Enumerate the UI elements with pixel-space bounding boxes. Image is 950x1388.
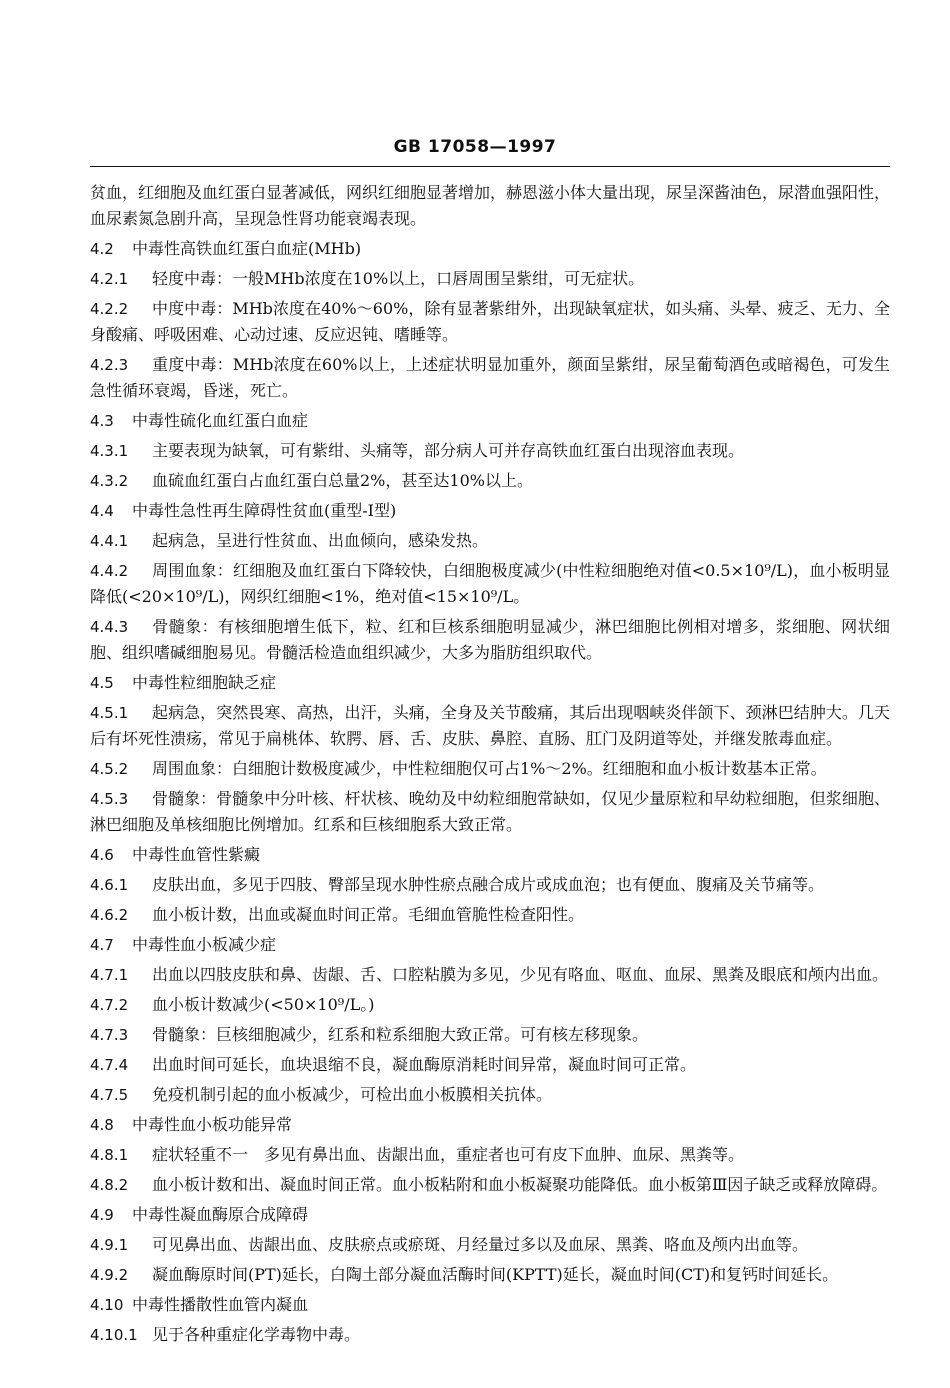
clause-text: 中毒性血管性紫癜 [132,845,261,864]
clause-paragraph [90,296,890,348]
clause-text: 中毒性血小板功能异常 [132,1115,293,1134]
clause-number: 4.9 [90,1206,114,1224]
clause-number: 4.7.2 [90,996,129,1014]
clause-number: 4.8.1 [90,1146,129,1164]
clause-number: 4.4.2 [90,562,129,580]
clause-text: 中毒性硫化血红蛋白血症 [132,411,309,430]
clause-text: 中毒性粒细胞缺乏症 [132,673,277,692]
document-body [90,180,890,1352]
clause-paragraph [90,902,890,928]
clause-text: 贫血，红细胞及血红蛋白显著减低，网织红细胞显著增加，赫恩滋小体大量出现，尿呈深酱油色，尿潜血强阳性，血尿素氮急剧升高，呈现急性肾功能衰竭表现。 [90,183,891,228]
clause-paragraph [90,1052,890,1078]
section-heading [90,498,890,524]
clause-paragraph [90,872,890,898]
clause-number: 4.5.3 [90,790,129,808]
clause-paragraph [90,1172,890,1198]
clause-number: 4.4.3 [90,618,129,636]
clause-number: 4.6 [90,846,114,864]
section-heading [90,842,890,868]
clause-text: 轻度中毒：一般MHb浓度在10%以上，口唇周围呈紫绀，可无症状。 [152,269,645,288]
clause-paragraph [90,468,890,494]
clause-number: 4.4.1 [90,532,129,550]
section-heading [90,1202,890,1228]
clause-text: 主要表现为缺氧，可有紫绀、头痛等，部分病人可并存高铁血红蛋白出现溶血表现。 [152,441,745,460]
clause-number: 4.7.3 [90,1026,129,1044]
clause-text: 骨髓象：有核细胞增生低下，粒、红和巨核系细胞明显减少，淋巴细胞比例相对增多，浆细胞、网状细胞、组织嗜碱细胞易见。骨髓活检造血组织减少，大多为脂肪组织取代。 [90,617,890,662]
clause-number: 4.2 [90,240,114,258]
clause-text: 血小板计数和出、凝血时间正常。血小板粘附和血小板凝聚功能降低。血小板第Ⅲ因子缺乏或释放障碍。 [152,1175,888,1194]
clause-paragraph [90,1022,890,1048]
clause-text: 出血时间可延长，血块退缩不良，凝血酶原消耗时间异常，凝血时间可正常。 [152,1055,697,1074]
clause-number: 4.2.2 [90,300,129,318]
clause-paragraph [90,438,890,464]
clause-paragraph [90,992,890,1018]
clause-text: 免疫机制引起的血小板减少，可检出血小板膜相关抗体。 [152,1085,553,1104]
paragraph-gap [90,1348,890,1352]
clause-paragraph [90,700,890,752]
clause-text: 中度中毒：MHb浓度在40%～60%，除有显著紫绀外，出现缺氧症状，如头痛、头晕、疲乏、无力、全身酸痛、呼吸困难、心动过速、反应迟钝、嗜睡等。 [90,299,890,344]
clause-text: 起病急，突然畏寒、高热，出汗，头痛，全身及关节酸痛，其后出现咽峡炎伴颌下、颈淋巴结肿大。几天后有坏死性溃疡，常见于扁桃体、软腭、唇、舌、皮肤、鼻腔、直肠、肛门及阴道等处，并继发脓毒血症。 [90,703,890,748]
clause-paragraph [90,962,890,988]
clause-paragraph [90,558,890,610]
clause-number: 4.7.5 [90,1086,129,1104]
section-heading [90,932,890,958]
clause-number: 4.3.1 [90,442,129,460]
clause-text: 骨髓象：骨髓象中分叶核、杆状核、晚幼及中幼粒细胞常缺如，仅见少量原粒和早幼粒细胞，但浆细胞、淋巴细胞及单核细胞比例增加。红系和巨核细胞系大致正常。 [90,789,890,834]
clause-number: 4.3 [90,412,114,430]
section-heading [90,408,890,434]
clause-paragraph [90,1262,890,1288]
clause-text: 中毒性急性再生障碍性贫血(重型-I型) [132,501,397,520]
clause-text: 周围血象：红细胞及血红蛋白下降较快，白细胞极度减少(中性粒细胞绝对值<0.5×10⁹/L)，血小板明显降低(<20×10⁹/L)，网织红细胞<1%，绝对值<15×10⁹/L。 [90,561,890,606]
clause-text: 重度中毒：MHb浓度在60%以上，上述症状明显加重外，颜面呈紫绀，尿呈葡萄酒色或暗褐色，可发生急性循环衰竭，昏迷，死亡。 [90,355,890,400]
clause-number: 4.3.2 [90,472,129,490]
clause-number: 4.5.2 [90,760,129,778]
clause-text: 周围血象：白细胞计数极度减少，中性粒细胞仅可占1%～2%。红细胞和血小板计数基本正常。 [152,759,827,778]
clause-text: 血小板计数，出血或凝血时间正常。毛细血管脆性检查阳性。 [152,905,585,924]
clause-text: 中毒性播散性血管内凝血 [132,1295,309,1314]
section-heading [90,1292,890,1318]
clause-text: 起病急，呈进行性贫血、出血倾向，感染发热。 [152,531,489,550]
clause-text: 症状轻重不一 多见有鼻出血、齿龈出血，重症者也可有皮下血肿、血尿、黑粪等。 [152,1145,745,1164]
clause-number: 4.9.1 [90,1236,129,1254]
clause-paragraph [90,1322,890,1348]
clause-paragraph [90,266,890,292]
clause-text: 可见鼻出血、齿龈出血、皮肤瘀点或瘀斑、月经量过多以及血尿、黑粪、咯血及颅内出血等。 [152,1235,809,1254]
clause-text: 凝血酶原时间(PT)延长，白陶土部分凝血活酶时间(KPTT)延长，凝血时间(CT)和复钙时间延长。 [152,1265,839,1284]
clause-paragraph [90,756,890,782]
clause-number: 4.7.1 [90,966,129,984]
clause-text: 出血以四肢皮肤和鼻、齿龈、舌、口腔粘膜为多见，少见有咯血、呕血、血尿、黑粪及眼底和颅内出血。 [152,965,889,984]
clause-text: 见于各种重症化学毒物中毒。 [152,1325,361,1344]
clause-paragraph [90,614,890,666]
clause-number: 4.9.2 [90,1266,129,1284]
clause-number: 4.5.1 [90,704,129,722]
clause-number: 4.10 [90,1296,124,1314]
header-rule [90,166,890,167]
clause-paragraph [90,180,890,232]
clause-paragraph [90,528,890,554]
clause-paragraph [90,1082,890,1108]
clause-number: 4.10.1 [90,1326,138,1344]
clause-number: 4.6.1 [90,876,129,894]
clause-paragraph [90,352,890,404]
clause-number: 4.6.2 [90,906,129,924]
section-heading [90,236,890,262]
clause-text: 中毒性血小板减少症 [132,935,277,954]
clause-text: 骨髓象：巨核细胞减少，红系和粒系细胞大致正常。可有核左移现象。 [152,1025,649,1044]
clause-number: 4.2.3 [90,356,129,374]
section-heading [90,670,890,696]
clause-text: 中毒性高铁血红蛋白血症(MHb) [132,239,362,258]
clause-number: 4.8 [90,1116,114,1134]
clause-number: 4.7 [90,936,114,954]
clause-text: 中毒性凝血酶原合成障碍 [132,1205,309,1224]
clause-number: 4.4 [90,502,114,520]
clause-paragraph [90,1232,890,1258]
clause-number: 4.8.2 [90,1176,129,1194]
clause-text: 血硫血红蛋白占血红蛋白总量2%，甚至达10%以上。 [152,471,533,490]
section-heading [90,1112,890,1138]
clause-number: 4.7.4 [90,1056,129,1074]
standard-number-header: GB 17058—1997 [393,137,557,157]
clause-paragraph [90,786,890,838]
clause-text: 血小板计数减少(<50×10⁹/L。) [152,995,375,1014]
clause-paragraph [90,1142,890,1168]
clause-text: 皮肤出血，多见于四肢、臀部呈现水肿性瘀点融合成片或成血泡；也有便血、腹痛及关节痛等。 [152,875,825,894]
clause-number: 4.5 [90,674,114,692]
clause-number: 4.2.1 [90,270,129,288]
